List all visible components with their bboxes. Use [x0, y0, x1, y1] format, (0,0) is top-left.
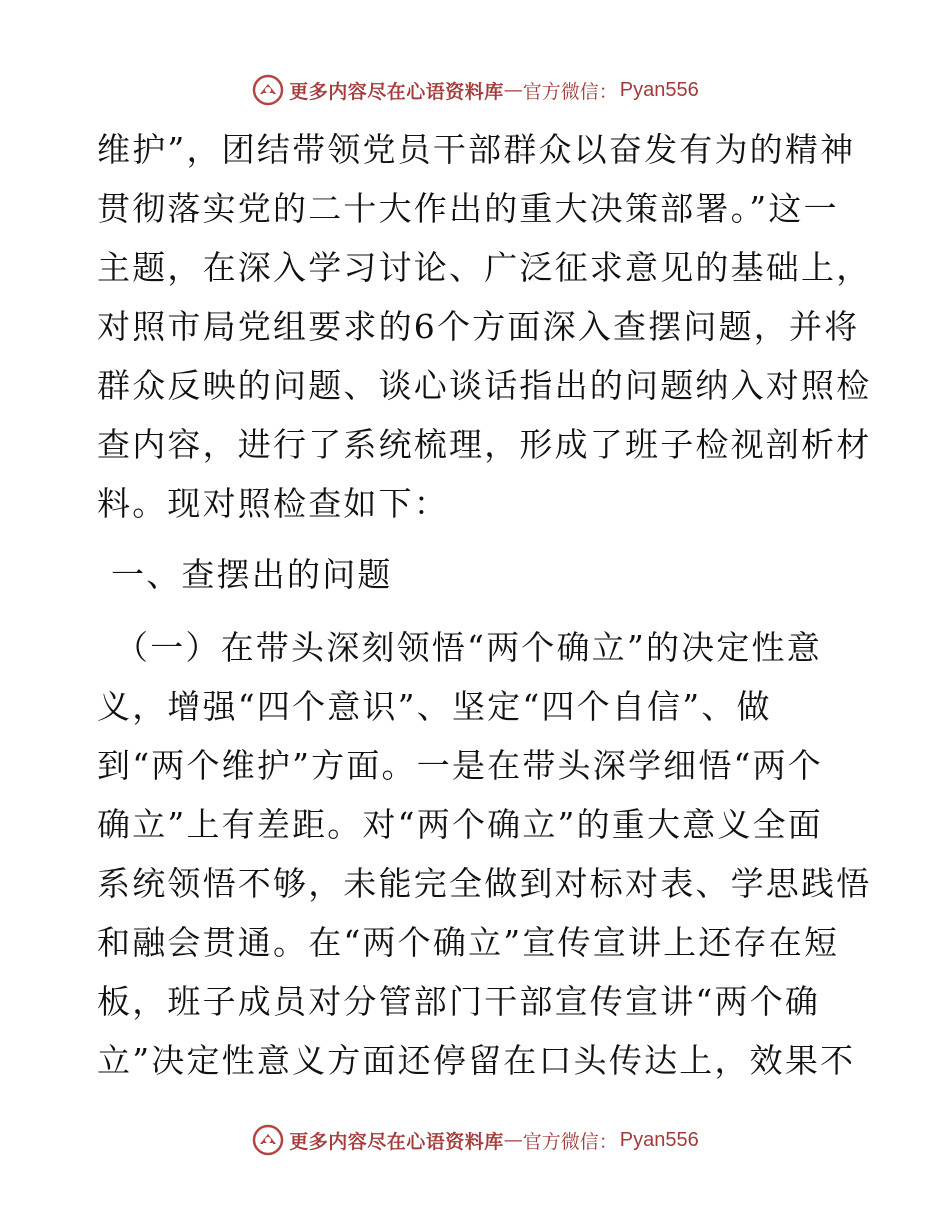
- banner-official-label: 官方微信：: [522, 80, 618, 103]
- banner-wechat-id: Pyan556: [619, 1128, 699, 1151]
- subsection-line: 板，班子成员对分管部门干部宣传宣讲“两个确: [97, 982, 821, 1021]
- subsection-line: 到“两个维护”方面。一是在带头深学细悟“两个: [97, 746, 824, 785]
- subsection-line: 确立”上有差距。对“两个确立”的重大意义全面: [97, 805, 824, 844]
- banner-wechat-id: Pyan556: [619, 78, 699, 101]
- banner-official-label: 官方微信：: [522, 1130, 618, 1153]
- subsection-line: （一）在带头深刻领悟“两个确立”的决定性意: [115, 628, 822, 667]
- section-heading: 一、查摆出的问题: [111, 555, 393, 594]
- body-line: 查内容，进行了系统梳理，形成了班子检视剖析材: [97, 425, 872, 464]
- body-line: 主题，在深入学习讨论、广泛征求意见的基础上，: [97, 248, 872, 287]
- banner-brand-text: 更多内容尽在心语资料库: [289, 1130, 504, 1153]
- subsection-line: 义，增强“四个意识”、坚定“四个自信”、做: [97, 687, 772, 726]
- subsection-line: 和融会贯通。在“两个确立”宣传宣讲上还存在短: [97, 923, 840, 962]
- body-line: 料。现对照检查如下：: [97, 484, 449, 523]
- subsection-line: 系统领悟不够，未能完全做到对标对表、学思践悟: [97, 864, 872, 903]
- book-logo-icon: [251, 1123, 285, 1157]
- banner-dash: —: [503, 79, 523, 101]
- subsection-line: 立”决定性意义方面还停留在口头传达上，效果不: [97, 1041, 856, 1080]
- document-body: [97, 120, 872, 1090]
- footer-watermark-banner: [0, 1120, 950, 1160]
- body-line: 维护”，团结带领党员干部群众以奋发有为的精神: [97, 130, 856, 169]
- body-line: 对照市局党组要求的6个方面深入查摆问题，并将: [97, 307, 860, 346]
- body-line: 贯彻落实党的二十大作出的重大决策部署。”这一: [97, 189, 839, 228]
- header-watermark-banner: [0, 70, 950, 110]
- banner-dash: —: [503, 1129, 523, 1151]
- book-logo-icon: [251, 73, 285, 107]
- body-line: 群众反映的问题、谈心谈话指出的问题纳入对照检: [97, 366, 872, 405]
- banner-brand-text: 更多内容尽在心语资料库: [289, 80, 504, 103]
